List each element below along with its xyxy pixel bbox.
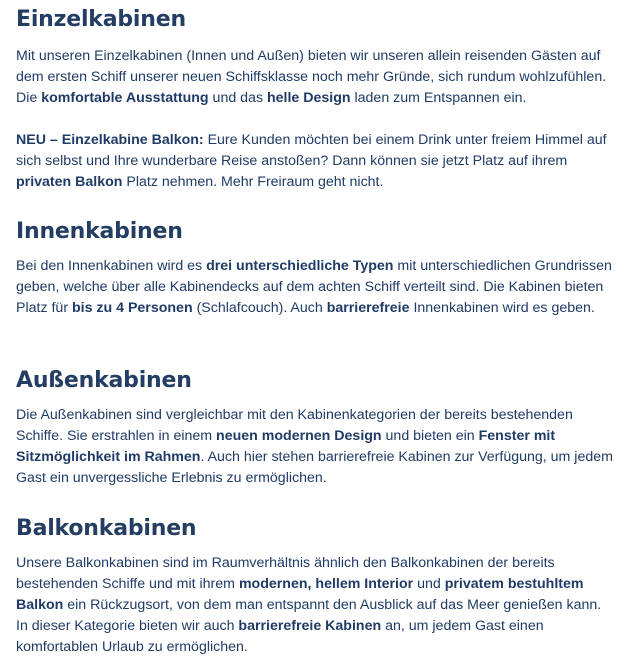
- paragraph-innenkabinen: [16, 256, 616, 319]
- paragraph-einzelkabine-balkon: [16, 130, 616, 193]
- bold-text: NEU – Einzelkabine Balkon:: [16, 132, 204, 148]
- section-einzelkabinen: [16, 7, 616, 193]
- text: Bei den Innenkabinen wird es: [16, 258, 207, 274]
- heading-innenkabinen: Innenkabinen: [16, 219, 183, 244]
- bold-text: privaten Balkon: [16, 174, 123, 190]
- text: und bieten ein: [381, 428, 479, 444]
- bold-text: bis zu 4 Personen: [71, 300, 193, 316]
- bold-text: privatem bestuhltem Balkon: [16, 576, 584, 613]
- heading-balkonkabinen: Balkonkabinen: [16, 516, 197, 541]
- section-aussenkabinen: [16, 368, 616, 489]
- text: laden zum Entspannen ein.: [350, 90, 527, 106]
- text: ein Rückzugsort, von dem man entspannt den Ausblick auf das Meer genießen kann. In dieser Kategorie bieten wir auch: [16, 597, 602, 634]
- text: an, um jedem Gast einen komfortablen Urlaub zu ermöglichen.: [16, 618, 544, 655]
- paragraph-einzelkabinen-intro: [16, 46, 616, 109]
- text: Unsere Balkonkabinen sind im Raumverhältnis ähnlich den Balkonkabinen der bereits bestehenden Schiffe und mit ihrem: [16, 555, 555, 592]
- bold-text: barrierefreie: [326, 300, 410, 316]
- text: Die Außenkabinen sind vergleichbar mit den Kabinenkategorien der bereits bestehenden Schiffe. Sie erstrahlen in einem: [16, 407, 573, 444]
- bold-text: komfortable Ausstattung: [41, 90, 209, 106]
- text: mit unterschiedlichen Grundrissen geben, welche über alle Kabinendecks auf dem achten Schiff verteilt sind. Die Kabinen bieten Platz für: [16, 258, 612, 316]
- bold-text: neuen modernen Design: [216, 428, 382, 444]
- section-balkonkabinen: [16, 516, 616, 658]
- text: (Schlafcouch). Auch: [192, 300, 327, 316]
- heading-aussenkabinen: Außenkabinen: [16, 368, 192, 393]
- text: und das: [208, 90, 267, 106]
- heading-einzelkabinen: Einzelkabinen: [16, 7, 186, 32]
- paragraph-aussenkabinen: [16, 405, 616, 489]
- text: Mit unseren Einzelkabinen (Innen und Außen) bieten wir unseren allein reisenden Gästen auf dem ersten Schiff unserer neuen Schiffsklasse noch mehr Gründe, sich rundum wohlzufühlen. Die: [16, 48, 607, 106]
- text: Platz nehmen. Mehr Freiraum geht nicht.: [122, 174, 384, 190]
- text: Eure Kunden möchten bei einem Drink unter freiem Himmel auf sich selbst und Ihre wunderbare Reise anstoßen? Dann können sie jetzt Platz auf ihrem: [16, 132, 607, 169]
- bold-text: Fenster mit Sitzmöglichkeit im Rahmen: [16, 428, 556, 465]
- bold-text: drei unterschiedliche Typen: [206, 258, 394, 274]
- text: . Auch hier stehen barrierefreie Kabinen zur Verfügung, um jedem Gast ein unvergessliche Erlebnis zu ermöglichen.: [16, 449, 613, 486]
- paragraph-balkonkabinen: [16, 553, 616, 658]
- text: Innenkabinen wird es geben.: [409, 300, 595, 316]
- bold-text: helle Design: [266, 90, 351, 106]
- bold-text: barrierefreie Kabinen: [238, 618, 382, 634]
- section-innenkabinen: [16, 219, 616, 319]
- bold-text: modernen, hellem Interior: [238, 576, 414, 592]
- text: und: [413, 576, 445, 592]
